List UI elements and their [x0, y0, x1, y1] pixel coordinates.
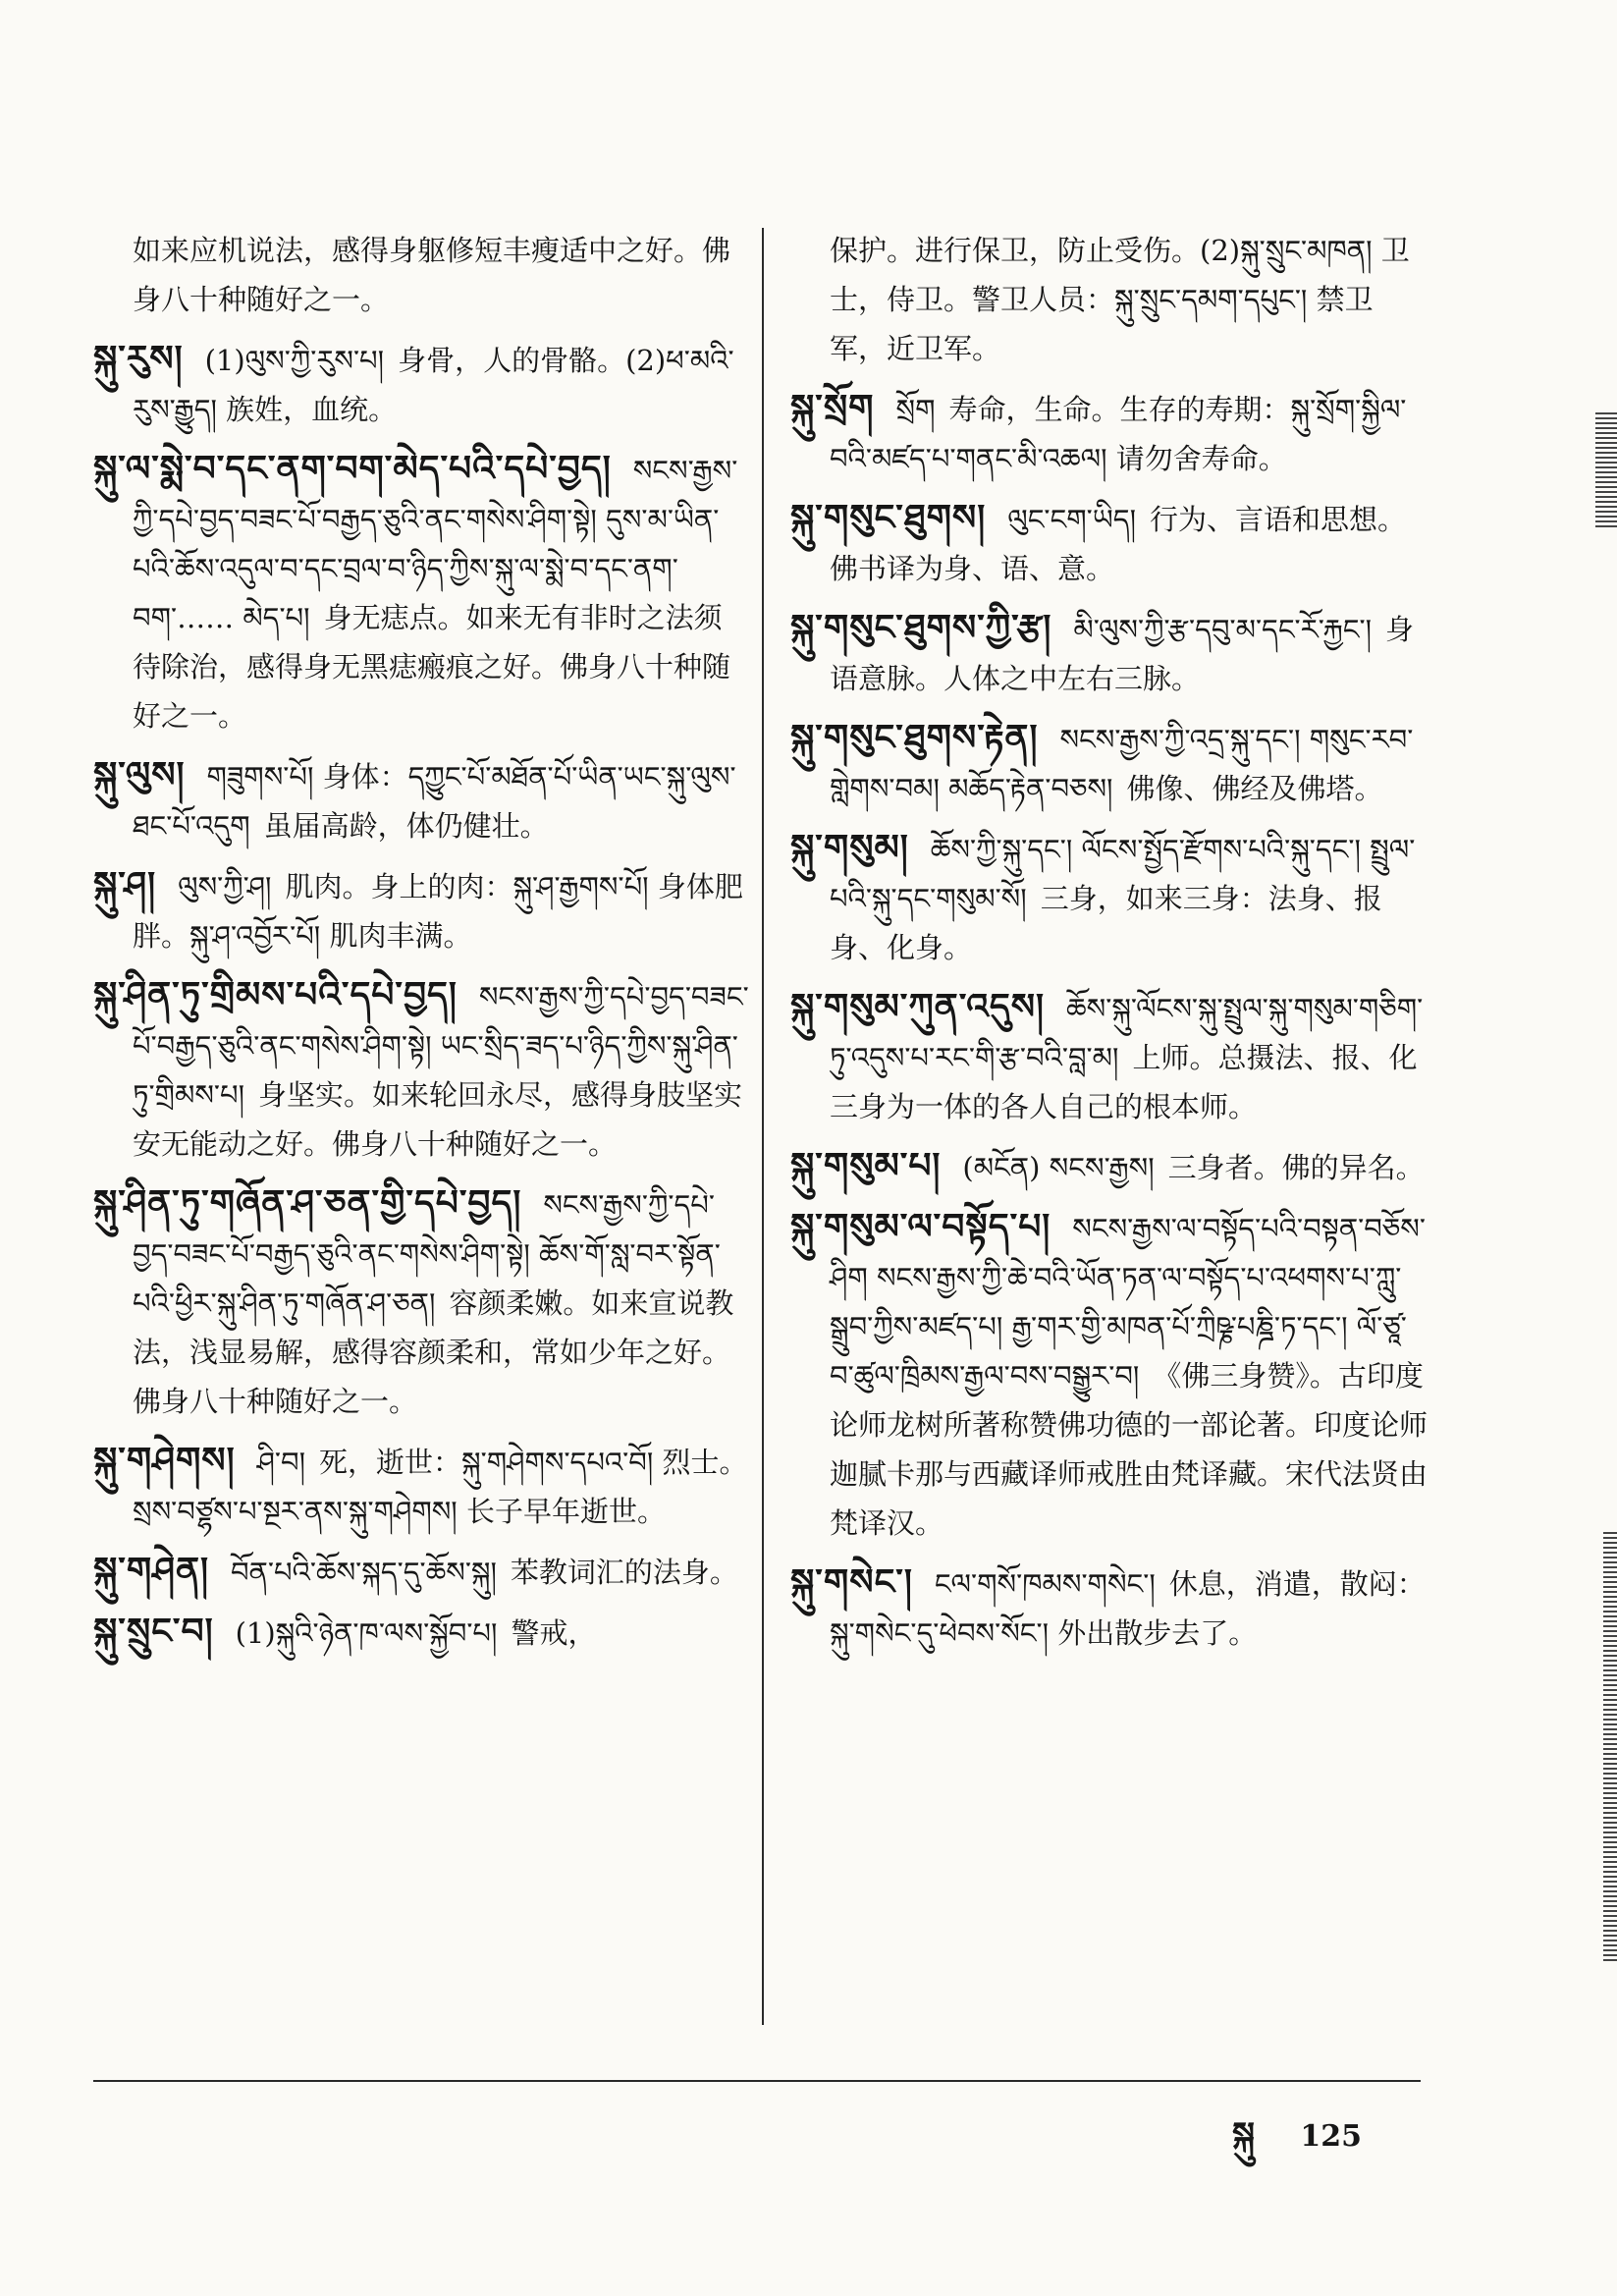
footer-rule — [93, 2080, 1421, 2082]
dictionary-entry — [790, 1558, 1428, 1658]
dictionary-entry — [790, 603, 1428, 703]
entry-headword: སྐུ་རུས། — [93, 338, 184, 379]
running-headword: སྐུ — [1232, 2115, 1255, 2155]
entry-definition: 《佛三身赞》。古印度论师龙树所著称赞佛功德的一部论著。印度论师迦腻卡那与西藏译师戒胜由梵译藏。宋代法贤由梵译汉。 — [830, 1359, 1428, 1540]
entry-headword: སྐུ་གསུམ་ཀུན་འདུས། — [790, 986, 1045, 1027]
entry-tibetan-gloss: སངས་རྒྱས་ཀྱི་དཔེ་བྱད་བཟང་པོ་བརྒྱད་ཅུའི་ནང་གསེས་ཤིག་སྟེ། ཆོས་གོ་སླ་བར་སྟོན་པའི་ཕྱིར་སྐུ་ཤིན་ཏུ་གཞོན་ཤ་ཅན། — [133, 1188, 721, 1320]
entry-definition: 佛像、佛经及佛塔。 — [1126, 772, 1383, 805]
dictionary-entry — [790, 823, 1428, 972]
entry-headword: སྐུ་གསུམ་ལ་བསྟོད་པ། — [790, 1206, 1051, 1247]
entry-tibetan-gloss: ཤི་བ། — [256, 1446, 306, 1479]
entry-tibetan-gloss: བོན་པའི་ཆོས་སྐད་དུ་ཆོས་སྐུ། — [230, 1556, 497, 1589]
entry-tibetan-gloss: ལུས་ཀྱི་ཤ། — [178, 870, 272, 903]
entry-headword: སྐུ་ཤིན་ཏུ་གཞོན་ཤ་ཅན་གྱི་དཔེ་བྱད། — [93, 1182, 522, 1224]
dictionary-entry — [93, 334, 749, 434]
entry-definition: 如来应机说法，感得身躯修短丰瘦适中之好。佛身八十种随好之一。 — [133, 234, 731, 316]
dictionary-entry — [93, 226, 749, 324]
dictionary-entry — [93, 1436, 749, 1536]
entry-tibetan-gloss: སངས་རྒྱས་ཀྱི་དཔེ་བྱད་བཟང་པོ་བརྒྱད་ཅུའི་ནང་གསེས་ཤིག་སྟེ། དུས་མ་ཡིན་པའི་ཆོས་འདུལ་བ་དང་བྲལ་བ་ཉིད་ཀྱིས་སྐུ་ལ་སྨེ་བ་དང་ནག་བག་…… མེད་པ། — [133, 454, 738, 634]
entry-headword: སྐུ་ཤིན་ཏུ་གྲིམས་པའི་དཔེ་བྱད། — [93, 974, 458, 1015]
entry-definition: 行为、言语和思想。佛书译为身、语、意。 — [830, 503, 1407, 585]
left-column — [93, 226, 749, 1667]
entry-tibetan-gloss: (མངོན) སངས་རྒྱས། — [962, 1151, 1155, 1184]
entry-definition: 身语意脉。人体之中左右三脉。 — [830, 613, 1415, 695]
entry-headword: སྐུ་གཤེན། — [93, 1550, 209, 1591]
dictionary-entry — [93, 860, 749, 960]
entry-tibetan-gloss: སྲོག — [895, 393, 936, 426]
dictionary-entry — [93, 1546, 749, 1597]
entry-headword: སྐུ་ཤ། — [93, 864, 157, 905]
entry-headword: སྐུ་སྲོག — [790, 387, 875, 428]
scan-edge-mark — [1603, 1532, 1617, 1964]
entry-definition: 身坚实。如来轮回永尽，感得身肢坚实安无能动之好。佛身八十种随好之一。 — [133, 1078, 743, 1161]
entry-tibetan-gloss: སངས་རྒྱས་ཀྱི་འདྲ་སྐུ་དང་། གསུང་རབ་གླེགས་བམ། མཆོད་རྟེན་བཅས། — [830, 723, 1414, 805]
entry-headword: སྐུ་གསུང་ཐུགས་ཀྱི་རྩ། — [790, 607, 1052, 648]
entry-definition: 三身，如来三身：法身、报身、化身。 — [830, 882, 1382, 964]
scan-edge-mark — [1595, 412, 1617, 530]
dictionary-entry — [93, 1178, 749, 1426]
entry-tibetan-gloss: སངས་རྒྱས་ལ་བསྟོད་པའི་བསྟན་བཅོས་ཤིག སངས་རྒྱས་ཀྱི་ཆེ་བའི་ཡོན་ཏན་ལ་བསྟོད་པ་འཕགས་པ་ཀླུ་སྒྲུབ་ཀྱིས་མཛད་པ། རྒྱ་གར་གྱི་མཁན་པོ་ཀྲིཥྞ་པཎྜི་ཏ་དང་། ལོ་ཙཱ་བ་ཚུལ་ཁྲིམས་རྒྱལ་བས་བསྒྱུར་བ། — [830, 1212, 1426, 1393]
dictionary-entry — [93, 970, 749, 1169]
page-footer — [1232, 2097, 1362, 2191]
entry-tibetan-gloss: ཆོས་ཀྱི་སྐུ་དང་། ལོངས་སྤྱོད་རྫོགས་པའི་སྐུ་དང་། སྤྲུལ་པའི་སྐུ་དང་གསུམ་སོ། — [830, 833, 1416, 915]
entry-headword: སྐུ་གསེང་། — [790, 1561, 913, 1603]
dictionary-entry — [790, 493, 1428, 593]
entry-definition: 保护。进行保卫，防止受伤。(2)སྐུ་སྲུང་མཁན། 卫士，侍卫。警卫人员：སྐུ་སྲུང་དམག་དཔུང་། 禁卫军，近卫军。 — [830, 234, 1410, 365]
dictionary-entry — [790, 982, 1428, 1131]
entry-headword: སྐུ་ལ་སྨེ་བ་དང་ནག་བག་མེད་པའི་དཔེ་བྱད། — [93, 448, 612, 489]
entry-definition: 三身者。佛的异名。 — [1167, 1151, 1425, 1184]
entry-tibetan-gloss: ཆོས་སྐུ་ལོངས་སྐུ་སྤྲུལ་སྐུ་གསུམ་གཅིག་ཏུ་འདུས་པ་རང་གི་རྩ་བའི་བླ་མ། — [830, 992, 1424, 1074]
entry-definition: 身无痣点。如来无有非时之法须待除治，感得身无黑痣瘢痕之好。佛身八十种随好之一。 — [133, 601, 731, 733]
dictionary-entry — [790, 713, 1428, 813]
entry-tibetan-gloss: (1)སྐུའི་ཉེན་ཁ་ལས་སྐྱོབ་པ། — [235, 1616, 498, 1650]
entry-definition: 死，逝世：སྐུ་གཤེགས་དཔའ་བོ། 烈士。སྲས་བཙྷས་པ་སྔར་ནས་སྐུ་གཤེགས། 长子早年逝世。 — [133, 1446, 748, 1528]
entry-definition: 警戒， — [511, 1616, 597, 1650]
entry-headword: སྐུ་གསུམ། — [790, 827, 909, 868]
entry-definition: 肌肉。身上的肉：སྐུ་ཤ་རྒྱགས་པོ། 身体肥胖。སྐུ་ཤ་འབྱོར་པོ། 肌肉丰满。 — [133, 870, 743, 953]
dictionary-entry — [93, 750, 749, 850]
entry-definition: 容颜柔嫩。如来宣说教法，浅显易解，感得容颜柔和，常如少年之好。佛身八十种随好之一。 — [133, 1286, 734, 1418]
dictionary-entry — [790, 226, 1428, 373]
page-number: 125 — [1300, 2119, 1363, 2154]
dictionary-entry — [93, 1607, 749, 1658]
entry-tibetan-gloss: མི་ལུས་ཀྱི་རྩ་དབུ་མ་དང་རོ་རྐྱང་། — [1073, 613, 1373, 646]
right-column — [790, 226, 1428, 1667]
entry-tibetan-gloss: (1)ལུས་ཀྱི་རུས་པ། — [204, 344, 385, 377]
entry-definition: 休息，消遣，散闷：སྐུ་གསེང་དུ་ཕེབས་སོང་། 外出散步去了。 — [830, 1567, 1426, 1650]
entry-headword: སྐུ་གཤེགས། — [93, 1440, 236, 1481]
entry-headword: སྐུ་ལུས། — [93, 754, 186, 795]
dictionary-entry — [93, 444, 749, 740]
entry-tibetan-gloss: སངས་རྒྱས་ཀྱི་དཔེ་བྱད་བཟང་པོ་བརྒྱད་ཅུའི་ནང་གསེས་ཤིག་སྟེ། ཡང་སྲིད་ཟད་པ་ཉིད་ཀྱིས་སྐུ་ཤིན་ཏུ་གྲིམས་པ། — [133, 980, 749, 1112]
entry-headword: སྐུ་གསུང་ཐུགས། — [790, 497, 987, 538]
entry-definition: 身骨，人的骨骼。(2)ཕ་མའི་རུས་རྒྱུད། 族姓，血统。 — [133, 344, 734, 426]
entry-definition: 上师。总摄法、报、化三身为一体的各人自己的根本师。 — [830, 1041, 1418, 1123]
entry-headword: སྐུ་གསུང་ཐུགས་རྟེན། — [790, 717, 1039, 758]
dictionary-entry — [790, 1141, 1428, 1192]
entry-definition: 寿命，生命。生存的寿期：སྐུ་སྲོག་སྐྱིལ་བའི་མཛད་པ་གནང་མི་འཆལ། 请勿舍寿命。 — [830, 393, 1407, 475]
dictionary-entry — [790, 1202, 1428, 1548]
entry-tibetan-gloss: ངལ་གསོ་ཁམས་གསེང་། — [934, 1567, 1156, 1601]
entry-tibetan-gloss: གཟུགས་པོ། 身体：དཀྱུང་པོ་མཐོན་པོ་ཡིན་ཡང་སྐུ་ལུས་ཐང་པོ་འདུག — [133, 760, 736, 843]
entry-definition: 虽届高龄，体仍健壮。 — [263, 809, 549, 843]
entry-tibetan-gloss: ལུང་ངག་ཡིད། — [1007, 503, 1137, 536]
dictionary-entry — [790, 383, 1428, 483]
entry-definition: 苯教词汇的法身。 — [510, 1556, 738, 1589]
column-divider — [762, 228, 764, 2025]
entry-headword: སྐུ་གསུམ་པ། — [790, 1145, 942, 1186]
entry-headword: སྐུ་སྲུང་བ། — [93, 1611, 214, 1652]
